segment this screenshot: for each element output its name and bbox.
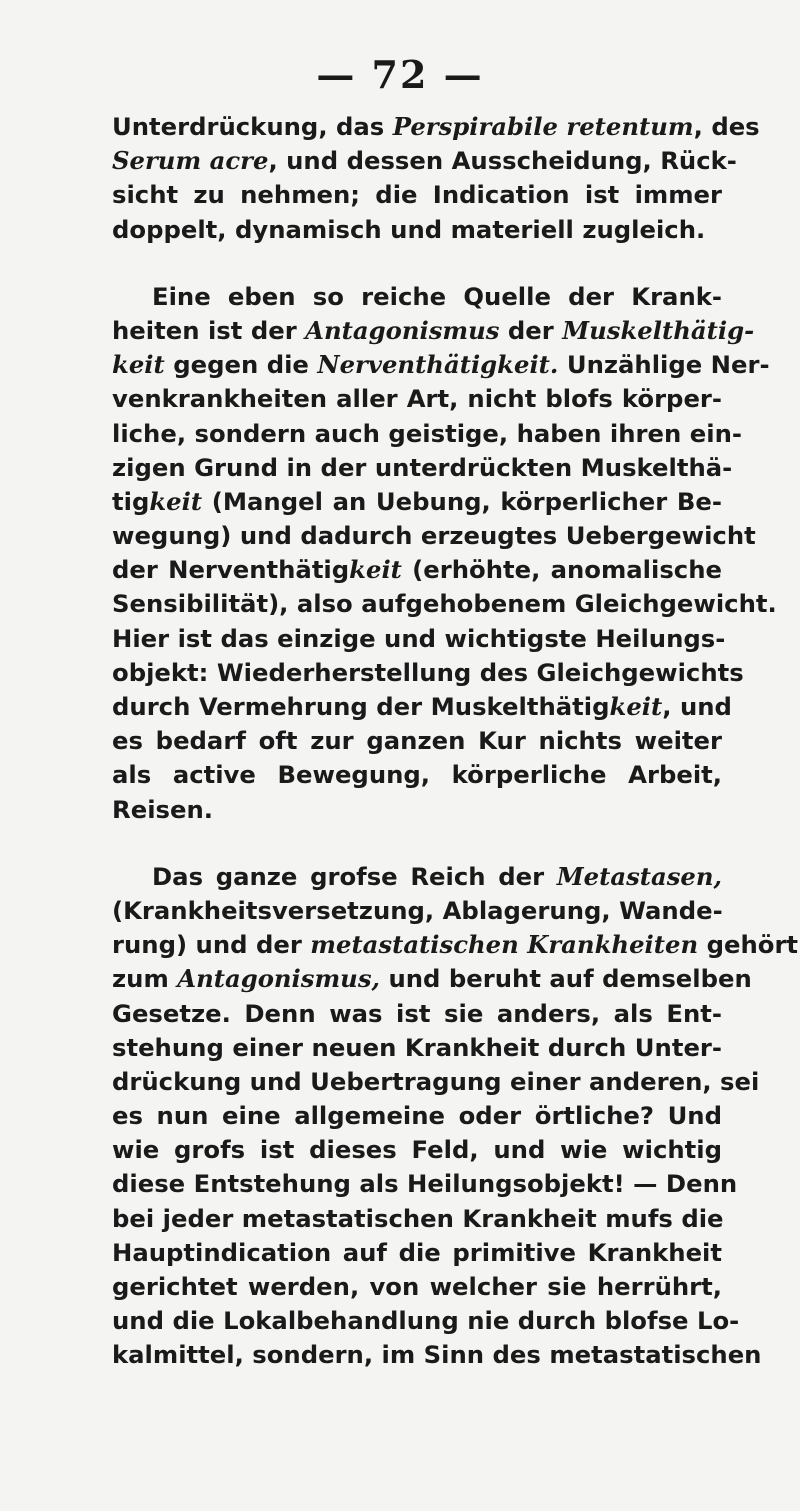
text-line: diese Entstehung als Heilungsobjekt! — Denn — [112, 1169, 738, 1199]
text-line: venkrankheiten aller Art, nicht blofs körper- — [112, 384, 722, 414]
text-line: durch Vermehrung der Muskelthätigkeit, und — [112, 692, 732, 721]
text-line: heiten ist der Antagonismus der Muskelthätig- — [112, 315, 755, 345]
text-line: Serum acre, und dessen Ausscheidung, Rück- — [112, 146, 737, 176]
text-line: Hauptindication auf die primitive Krankheit — [112, 1237, 722, 1267]
text-line: und die Lokalbehandlung nie durch blofse Lo- — [112, 1306, 740, 1336]
text-line: (Krankheitsversetzung, Ablagerung, Wande- — [112, 895, 723, 925]
text-line: tigkeit (Mangel an Uebung, körperlicher Be- — [112, 486, 722, 516]
paragraph-gap — [112, 247, 722, 280]
page-number: — 72 — — [316, 52, 484, 97]
text-line: drückung und Uebertragung einer anderen, sei — [112, 1066, 760, 1096]
text-line: der Nerventhätigkeit (erhöhte, anomalische — [112, 555, 722, 585]
paragraph — [112, 110, 760, 247]
body-text — [112, 110, 799, 1373]
paragraph — [112, 860, 799, 1373]
paragraph — [112, 280, 777, 827]
text-line: Reisen. — [112, 794, 213, 824]
text-line: liche, sondern auch geistige, haben ihren ein- — [112, 418, 742, 448]
text-line: sicht zu nehmen; die Indication ist immer — [112, 180, 722, 210]
text-line: rung) und der metastatischen Krankheiten gehört — [112, 930, 799, 960]
paragraph-gap — [112, 827, 722, 860]
text-line: kalmittel, sondern, im Sinn des metastatischen — [112, 1340, 762, 1370]
text-line: stehung einer neuen Krankheit durch Unter- — [112, 1032, 722, 1062]
text-line: wegung) und dadurch erzeugtes Uebergewicht — [112, 521, 756, 551]
text-line: Sensibilität), also aufgehobenem Gleichgewicht. — [112, 589, 777, 619]
text-line: Das ganze grofse Reich der Metastasen, — [152, 861, 722, 891]
text-line: zigen Grund in der unterdrückten Muskelthä- — [112, 452, 733, 482]
text-line: es bedarf oft zur ganzen Kur nichts weiter — [112, 726, 722, 756]
text-line: Unterdrückung, das Perspirabile retentum, des — [112, 112, 760, 141]
text-line: gerichtet werden, von welcher sie herrührt, — [112, 1272, 722, 1301]
text-line: es nun eine allgemeine oder örtliche? Und — [112, 1101, 722, 1131]
text-line: zum Antagonismus, und beruht auf demselben — [112, 964, 752, 994]
text-line: doppelt, dynamisch und materiell zugleich. — [112, 214, 706, 244]
text-line: keit gegen die Nerventhätigkeit. Unzählige Ner- — [112, 350, 770, 380]
text-line: bei jeder metastatischen Krankheit mufs die — [112, 1203, 724, 1233]
text-line: Hier ist das einzige und wichtigste Heilungs- — [112, 623, 726, 653]
text-line: Gesetze. Denn was ist sie anders, als Ent- — [112, 998, 722, 1028]
text-line: als active Bewegung, körperliche Arbeit, — [112, 760, 722, 790]
text-line: wie grofs ist dieses Feld, und wie wichtig — [112, 1135, 722, 1165]
text-line: Eine eben so reiche Quelle der Krank- — [152, 281, 722, 311]
text-line: objekt: Wiederherstellung des Gleichgewichts — [112, 657, 744, 687]
